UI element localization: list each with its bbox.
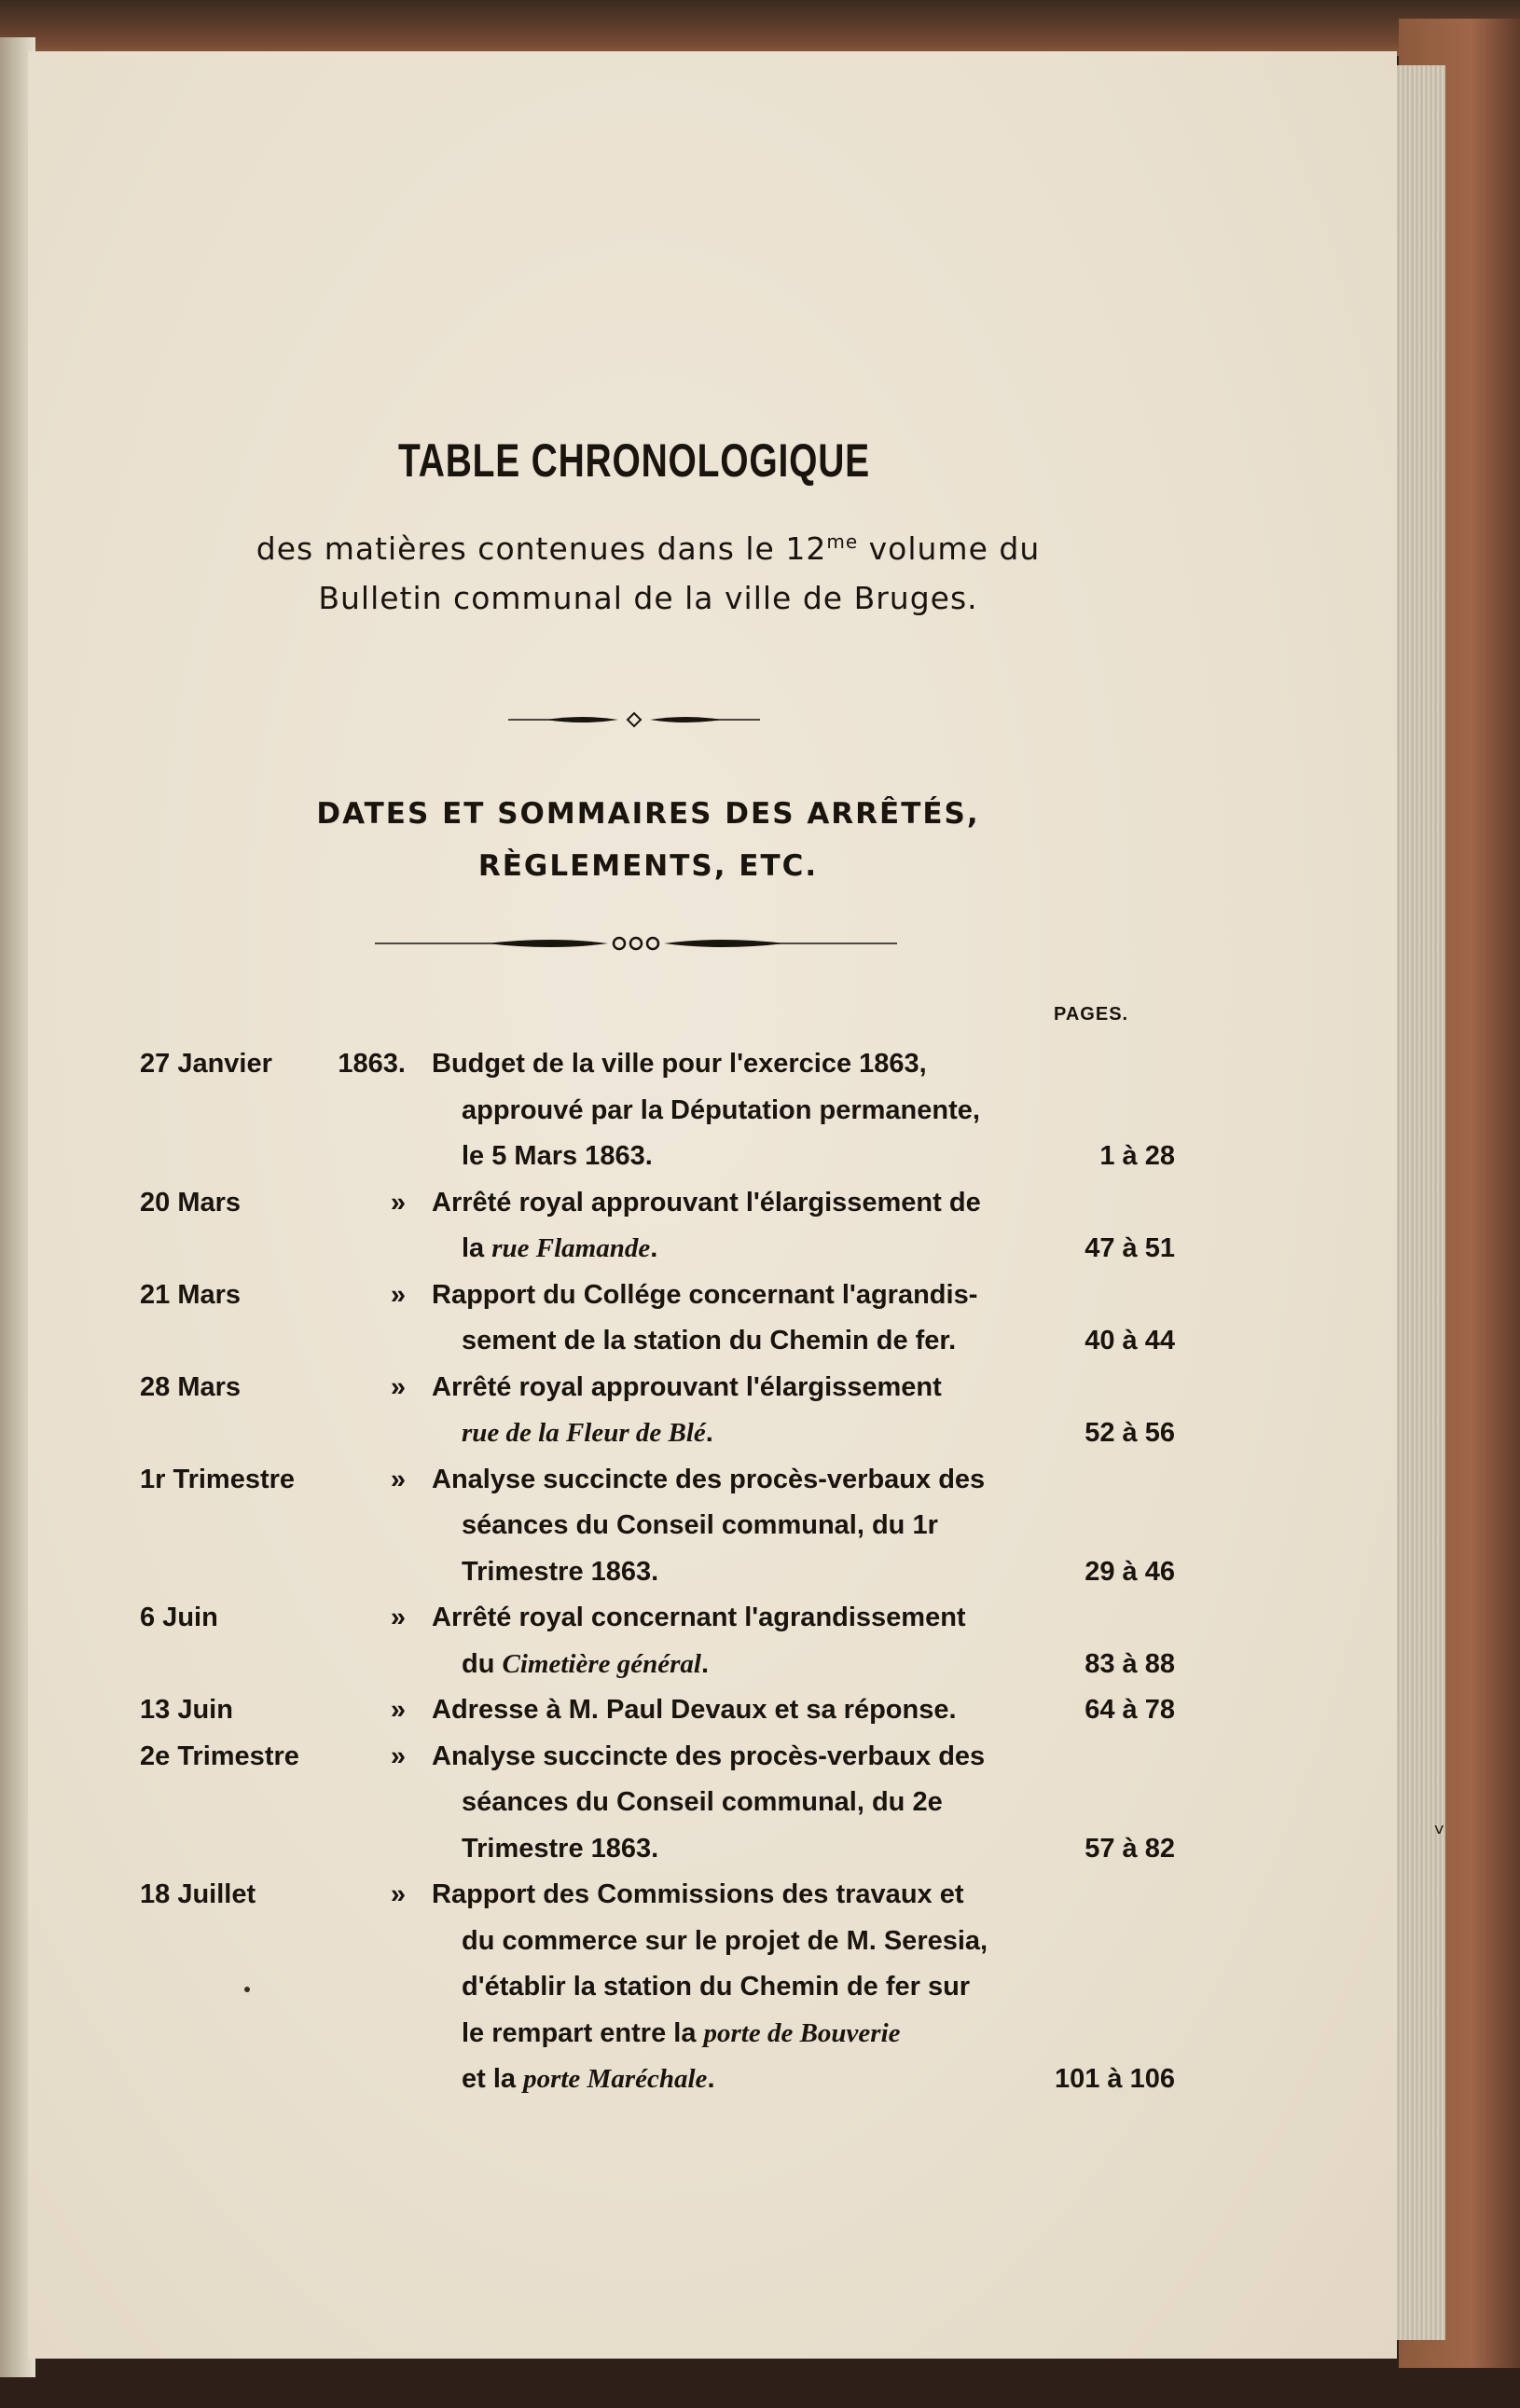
entry-description: approuvé par la Députation permanente, <box>462 1094 980 1125</box>
entry-date: 1r Trimestre <box>140 1464 296 1494</box>
subtitle-line2: Bulletin communal de la ville de Bruges. <box>318 580 978 616</box>
entry-pages: 101 à 106 <box>1054 2064 1175 2094</box>
entry-line <box>28 1780 1397 1826</box>
entry-description: Rapport des Commissions des travaux et <box>432 1879 964 1909</box>
entry-date: 18 Juillet <box>140 1879 256 1909</box>
entry-description: Trimestre 1863. <box>462 1833 659 1864</box>
entry-line <box>28 1088 1397 1135</box>
entry-pages: 29 à 46 <box>1085 1556 1175 1587</box>
entry-year: » <box>390 1603 406 1632</box>
entry-description: du commerce sur le projet de M. Seresia, <box>462 1925 988 1956</box>
entry-date: 27 Janvier <box>140 1049 272 1079</box>
entry-year: 1863. <box>338 1049 406 1079</box>
entry-line <box>28 1457 1397 1504</box>
entry-line <box>28 1734 1397 1781</box>
entry-date: 2e Trimestre <box>140 1741 299 1771</box>
entry-description: Arrêté royal approuvant l'élargissement de <box>432 1187 981 1218</box>
entry-date: 6 Juin <box>140 1603 218 1632</box>
section-heading-line2: RÈGLEMENTS, ETC. <box>477 849 819 883</box>
entry-line <box>28 2057 1397 2103</box>
italic-place-name: Cimetière général <box>502 1648 701 1679</box>
entry-date: 21 Mars <box>140 1279 242 1310</box>
subtitle <box>121 517 1175 623</box>
entry-pages: 47 à 51 <box>1085 1233 1175 1263</box>
entry-description: le 5 Mars 1863. <box>462 1141 653 1171</box>
entry-description: Rapport du Collége concernant l'agrandis- <box>432 1279 978 1310</box>
pages-column-header: PAGES. <box>1054 1004 1129 1025</box>
entry-line <box>28 1642 1397 1688</box>
entry-line <box>28 1226 1397 1273</box>
entry-line <box>28 1318 1397 1365</box>
subtitle-sup: me <box>826 530 859 553</box>
entry-year: » <box>390 1464 406 1494</box>
entry-pages: 40 à 44 <box>1085 1326 1175 1355</box>
entry-line <box>28 1134 1397 1180</box>
entry-pages: 1 à 28 <box>1099 1141 1175 1171</box>
entry-line <box>28 1595 1397 1642</box>
ornament-divider-large <box>375 932 897 955</box>
entry-pages: 64 à 78 <box>1085 1695 1175 1725</box>
entry-line <box>28 1273 1397 1319</box>
entry-year: » <box>390 1187 406 1218</box>
entry-line <box>28 1826 1397 1873</box>
entry-line <box>28 1964 1397 2011</box>
entry-line <box>28 1919 1397 1965</box>
entry-line <box>28 1687 1397 1734</box>
entry-description: Trimestre 1863. <box>462 1556 659 1587</box>
page-edges <box>1391 65 1445 2340</box>
entry-description: la rue Flamande. <box>462 1233 658 1263</box>
entry-description: Arrêté royal approuvant l'élargissement <box>432 1371 942 1402</box>
italic-place-name: rue Flamande <box>491 1233 651 1263</box>
entry-year: » <box>390 1695 406 1725</box>
entry-line <box>28 1180 1397 1227</box>
entry-line <box>28 1872 1397 1919</box>
entry-description: séances du Conseil communal, du 2e <box>462 1787 943 1817</box>
entry-description: le rempart entre la porte de Bouverie <box>462 2017 901 2048</box>
book-page <box>28 51 1397 2359</box>
book-cover-top <box>0 0 1520 56</box>
entry-line <box>28 2011 1397 2057</box>
entry-line <box>28 1503 1397 1549</box>
entry-description: sement de la station du Chemin de fer. <box>462 1326 957 1355</box>
subtitle-line1-post: volume du <box>858 530 1041 567</box>
entry-description: Budget de la ville pour l'exercice 1863, <box>432 1049 927 1079</box>
entry-description: Analyse succincte des procès-verbaux des <box>432 1741 986 1771</box>
margin-mark: ᵛ <box>1434 1818 1445 1849</box>
ink-speck <box>244 1987 250 1992</box>
entry-year: » <box>390 1741 406 1771</box>
subtitle-line1-pre: des matières contenues dans le 12 <box>256 530 827 567</box>
entry-date: 20 Mars <box>140 1187 242 1218</box>
entry-description: Analyse succincte des procès-verbaux des <box>432 1464 986 1494</box>
entry-description: d'établir la station du Chemin de fer sur <box>462 1972 971 2002</box>
entry-description: rue de la Fleur de Blé. <box>462 1418 713 1448</box>
entry-date: 28 Mars <box>140 1371 242 1402</box>
entry-line <box>28 1365 1397 1411</box>
entry-description: Adresse à M. Paul Devaux et sa réponse. <box>432 1695 957 1725</box>
entry-pages: 57 à 82 <box>1085 1833 1175 1864</box>
entry-description: et la porte Maréchale. <box>462 2064 715 2094</box>
entry-year: » <box>390 1279 406 1310</box>
italic-place-name: porte Maréchale <box>523 2064 708 2094</box>
section-heading-line1: DATES ET SOMMAIRES DES ARRÊTÉS, <box>316 797 980 831</box>
section-heading <box>121 788 1175 892</box>
ornament-divider-small <box>508 710 760 729</box>
entry-line <box>28 1041 1397 1088</box>
entry-description: Arrêté royal concernant l'agrandissement <box>432 1603 966 1632</box>
entry-date: 13 Juin <box>140 1695 233 1725</box>
entry-pages: 83 à 88 <box>1085 1648 1175 1679</box>
entry-year: » <box>390 1879 406 1909</box>
italic-place-name: porte de Bouverie <box>703 2017 901 2048</box>
entry-year: » <box>390 1371 406 1402</box>
entry-line <box>28 1410 1397 1457</box>
entry-description: séances du Conseil communal, du 1r <box>462 1510 938 1540</box>
entry-description: du Cimetière général. <box>462 1648 709 1679</box>
chronological-entries <box>28 1041 1397 2103</box>
entry-line <box>28 1549 1397 1596</box>
italic-place-name: rue de la Fleur de Blé <box>462 1418 706 1448</box>
entry-pages: 52 à 56 <box>1085 1418 1175 1448</box>
page-title: TABLE CHRONOLOGIQUE <box>398 434 870 487</box>
